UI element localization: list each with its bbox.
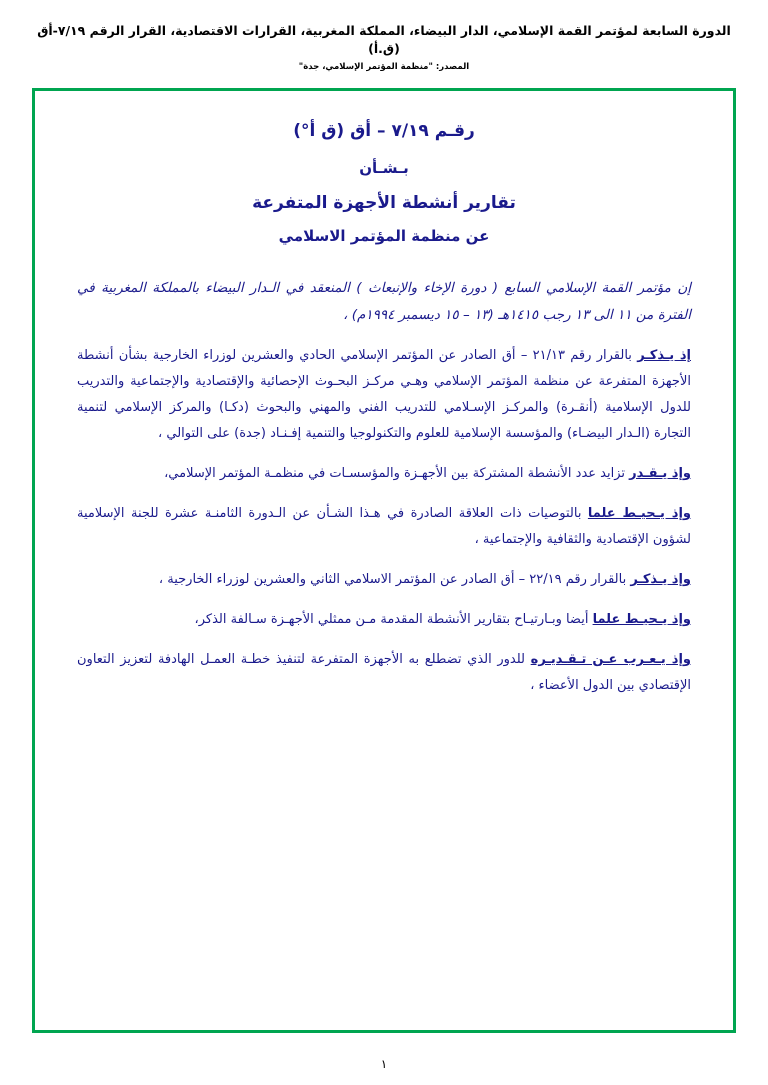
- paragraph-lead: وإذ يـعـرب عـن تـقـديـره: [530, 652, 691, 667]
- green-border-frame: [32, 88, 736, 1033]
- header-title: الدورة السابعة لمؤتمر القمة الإسلامي، الدار البيضاء، المملكة المغربية، القرارات الاقتصادية، القرار الرقم ٧/١٩-أق (ق.أ): [37, 23, 731, 56]
- paragraph-text: إن مؤتمر القمة الإسلامي السابع ( دورة الإخاء والإنبعاث ) المنعقد في الـدار البيضاء بالمملكة المغربية في الفترة من ١١ الى ١٣ رجب ١٤١٥هـ (١٣ – ١٥ ديسمبر ١٩٩٤م) ،: [77, 280, 691, 323]
- resolution-number: رقـم ٧/١٩ – أق (ق أ°): [293, 121, 475, 141]
- resolution-subject-line-2: عن منظمة المؤتمر الاسلامي: [278, 227, 490, 245]
- paragraph-text: أيضا وبـارتيـاح بتقارير الأنشطة المقدمة مـن ممثلي الأجهـزة سـالفة الذكر،: [194, 612, 593, 627]
- resolution-paragraph: [77, 567, 691, 593]
- page-number: ١: [380, 1057, 388, 1071]
- resolution-paragraph: [77, 607, 691, 633]
- header-source: المصدر: "منظمة المؤتمر الإسلامي، جدة": [298, 62, 470, 72]
- resolution-title-group: [77, 121, 691, 245]
- paragraph-lead: إذ يـذكـر: [637, 348, 691, 363]
- resolution-paragraph: [77, 343, 691, 447]
- resolution-paragraph: [77, 647, 691, 699]
- paragraph-text: بالقرار رقم ٢٢/١٩ – أق الصادر عن المؤتمر الاسلامي الثاني والعشرين لوزراء الخارجية ،: [158, 572, 631, 587]
- paragraph-lead: وإذ يـحيـط علما: [587, 506, 691, 521]
- resolution-paragraph: [77, 461, 691, 487]
- paragraph-text: بالتوصيات ذات العلاقة الصادرة في هـذا الشـأن عن الـدورة الثامنـة عشرة للجنة الإسلامية لشؤون الإقتصادية والثقافية والإجتماعية ،: [77, 506, 691, 547]
- resolution-basham-label: بـشـأن: [359, 159, 409, 177]
- document-header: [0, 0, 768, 78]
- paragraph-lead: وإذ يـذكـر: [630, 572, 691, 587]
- resolution-content: [35, 91, 733, 733]
- paragraph-lead: وإذ يـقـدر: [629, 466, 691, 481]
- resolution-paragraph: [77, 501, 691, 553]
- resolution-paragraph-list: [77, 275, 691, 699]
- paragraph-text: للدور الذي تضطلع به الأجهزة المتفرعة لتنفيذ خطـة العمـل الهادفة لتعزيز التعاون الإقتصادي بين الدول الأعضاء ،: [77, 652, 691, 693]
- resolution-paragraph: [77, 275, 691, 329]
- resolution-subject-line-1: تقارير أنشطة الأجهزة المتفرعة: [252, 193, 516, 213]
- paragraph-text: تزايد عدد الأنشطة المشتركة بين الأجهـزة والمؤسسـات في منظمـة المؤتمر الإسلامي،: [164, 466, 630, 481]
- paragraph-text: بالقرار رقم ٢١/١٣ – أق الصادر عن المؤتمر الإسلامي الحادي والعشرين لوزراء الخارجية بشأن أنشطة الأجهزة المتفرعة عن منظمة المؤتمر الإسلامي وهـي مركـز البحـوث الإحصائية والإقتصادية والإجتماعية والتدريب للدول الإسلامية (أنقـرة) والمركـز الإسـلامي للتدريب الفني والمهني والبحوث (دكـا) والمركز الإسلامي لتنمية التجارة (الـدار البيضـاء) والمؤسسة الإسلامية للعلوم والتكنولوجيا والتنمية إفـنـاد (جدة) على التوالي ،: [77, 348, 691, 441]
- page-footer: [0, 1057, 768, 1071]
- paragraph-lead: وإذ يـحيـط علما: [592, 612, 691, 627]
